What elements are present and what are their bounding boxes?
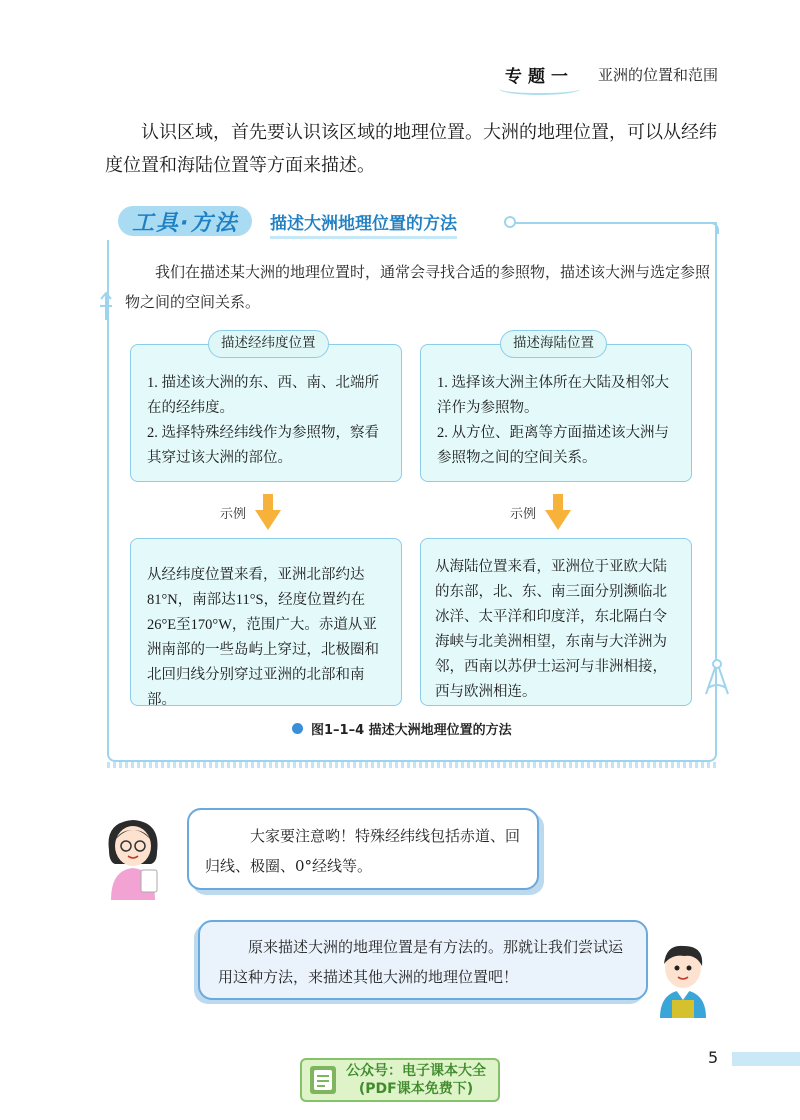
caption-dot-icon xyxy=(292,723,303,734)
frame-corner xyxy=(707,222,719,234)
frame-top-line xyxy=(510,222,717,224)
girl-teacher-avatar xyxy=(97,810,169,900)
down-arrow-icon xyxy=(255,494,281,530)
tool-method-label: 工具·方法 xyxy=(132,210,239,236)
watermark-line-2: (PDF课本免费下) xyxy=(358,1081,474,1097)
boy-speech-bubble: 原来描述大洲的地理位置是有方法的。那就让我们尝试运用这种方法，来描述其他大洲的地理位置吧！ xyxy=(198,920,648,1000)
tool-method-intro: 我们在描述某大洲的地理位置时，通常会寻找合适的参照物，描述该大洲与选定参照物之间的空间关系。 xyxy=(125,263,711,311)
example-label-latlon: 示例 xyxy=(220,507,247,522)
watermark-text xyxy=(346,1062,486,1098)
chapter-label: 专题一 xyxy=(499,62,580,95)
chapter-topic: 亚洲的位置和范围 xyxy=(597,66,718,84)
frame-dot xyxy=(504,216,516,228)
tool-method-subtitle: 描述大洲地理位置的方法 xyxy=(270,209,457,239)
landsea-tag: 描述海陆位置 xyxy=(500,330,607,358)
frame-bottom-dashes xyxy=(107,762,717,768)
down-arrow-icon xyxy=(545,494,571,530)
example-label-landsea: 示例 xyxy=(510,507,537,522)
latlon-tag: 描述经纬度位置 xyxy=(208,330,329,358)
boy-student-avatar xyxy=(652,938,714,1018)
compass-icon xyxy=(700,658,734,698)
landsea-method-box xyxy=(420,344,692,482)
latlon-method-box xyxy=(130,344,402,482)
page-number: 5 xyxy=(708,1048,719,1067)
page-strip xyxy=(732,1052,800,1066)
latlon-example-box: 从经纬度位置来看，亚洲北部约达81°N，南部达11°S，经度位置约在26°E至170°W，范围广大。赤道从亚洲南部的一些岛屿上穿过，北极圈和北回归线分别穿过亚洲的北部和南部。 xyxy=(130,538,402,706)
latlon-item: 2. 选择特殊经纬线作为参照物，察看其穿过该大洲的部位。 xyxy=(147,425,379,466)
figure-caption xyxy=(292,719,512,738)
girl-speech-bubble: 大家要注意哟！特殊经纬线包括赤道、回归线、极圈、0°经线等。 xyxy=(187,808,539,890)
intro-paragraph: 认识区域，首先要认识该区域的地理位置。大洲的地理位置，可以从经纬度位置和海陆位置等方面来描述。 xyxy=(105,122,717,176)
tool-method-badge xyxy=(118,206,252,236)
watermark-badge xyxy=(300,1058,500,1102)
arrow-up-icon xyxy=(99,290,113,320)
watermark-line-1: 公众号：电子课本大全 xyxy=(346,1063,486,1079)
latlon-item: 1. 描述该大洲的东、西、南、北端所在的经纬度。 xyxy=(147,375,379,416)
landsea-example-box: 从海陆位置来看，亚洲位于亚欧大陆的东部，北、东、南三面分别濒临北冰洋、太平洋和印度洋，东北隔白令海峡与北美洲相望，东南与大洋洲为邻，西南以苏伊士运河与非洲相接，西与欧洲相连。 xyxy=(420,538,692,706)
landsea-item: 1. 选择该大洲主体所在大陆及相邻大洋作为参照物。 xyxy=(437,375,669,416)
book-icon xyxy=(308,1064,338,1096)
figure-caption-text: 图1–1–4 描述大洲地理位置的方法 xyxy=(311,723,512,738)
landsea-item: 2. 从方位、距离等方面描述该大洲与参照物之间的空间关系。 xyxy=(437,425,669,466)
page-header xyxy=(499,62,718,95)
